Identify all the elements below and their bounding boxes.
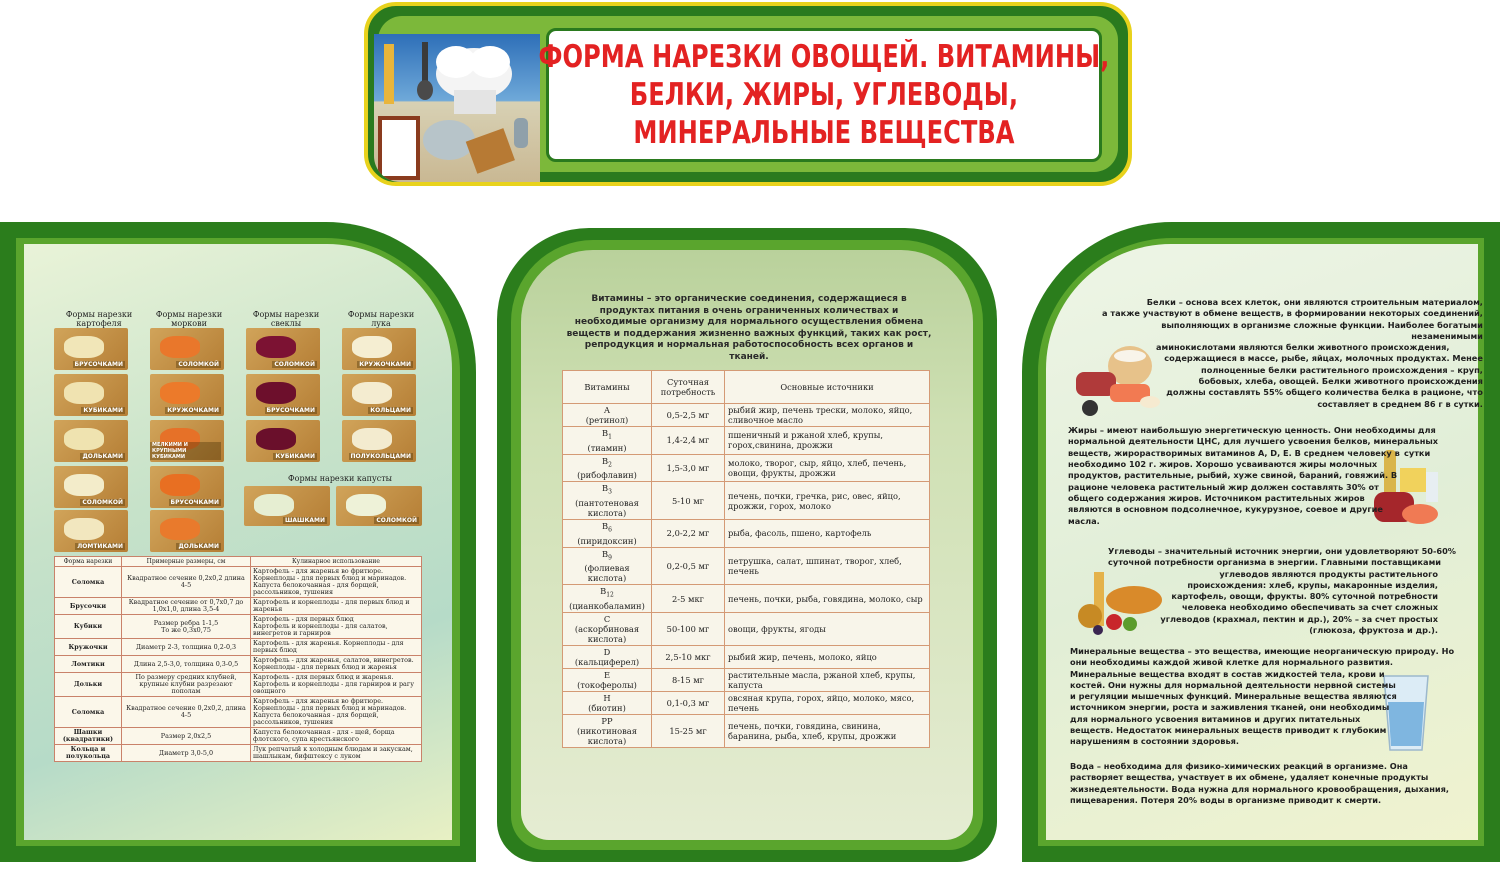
cutting-table-header: Кулинарное использование [251, 557, 422, 567]
photo-beet-sticks [246, 374, 320, 416]
column-head-onion: Формы нарезки лука [347, 310, 415, 328]
text-line: картофель, овощи, фрукты. 80% суточной потребности [1171, 591, 1438, 602]
photo-caption: БРУСОЧКАМИ [170, 499, 219, 506]
photo-carrot-wedges [150, 510, 224, 552]
photo-cabbage-shreds [336, 486, 422, 526]
cut-size: Квадратное сечение от 0,7х0,7 до 1,0х1,0, длина 3,5-4 [122, 598, 251, 615]
vitamin-chemical-name: (цианкобаламин) [569, 600, 645, 611]
vitamin-name [563, 645, 652, 668]
vitamin-daily-dose: 0,1-0,3 мг [652, 691, 725, 714]
photo-onion-half-rings [342, 420, 416, 462]
cut-use: Картофель и корнеплоды - для первых блюд и жаренья [251, 598, 422, 615]
cut-use: Картофель - для жаренья во фритюре. Корнеплоды - для первых блюд и маринадов. Капуста белокочанная - для борщей, рассольников, тушения [251, 567, 422, 598]
vitamin-name [563, 427, 652, 455]
cut-name: Шашки (квадратики) [55, 728, 122, 745]
photo-caption: КРУЖОЧКАМИ [359, 361, 411, 368]
text-line: человека необходимо обеспечивать за счет сложных [1182, 602, 1438, 613]
vitamin-name [563, 714, 652, 747]
vitamin-daily-dose: 1,4-2,4 мг [652, 427, 725, 455]
vitamin-chemical-name: (фолиевая кислота) [584, 563, 630, 584]
vitamin-chemical-name: (аскорбиновая кислота) [574, 623, 640, 644]
cut-size: По размеру средних клубней, крупные клубни разрезают пополам [122, 673, 251, 697]
cut-size: Диаметр 2-3, толщина 0,2-0,3 [122, 639, 251, 656]
vitamin-sources: печень, почки, гречка, рис, овес, яйцо, дрожжи, горох, молоко [725, 482, 930, 520]
text-line: Белки – основа всех клеток, они являются строительным материалом, [1146, 297, 1483, 307]
photo-caption: ДОЛЬКАМИ [82, 453, 123, 460]
vitamins-table [562, 370, 930, 748]
vitamin-letter: C [603, 613, 611, 624]
table-row [55, 697, 422, 728]
title-line-3: МИНЕРАЛЬНЫЕ ВЕЩЕСТВА [633, 115, 1015, 151]
vitamin-sources: петрушка, салат, шпинат, творог, хлеб, печень [725, 547, 930, 585]
column-head-potato: Формы нарезки картофеля [65, 310, 133, 328]
header-title-box [538, 28, 1110, 162]
vitamin-subscript: 12 [606, 591, 614, 599]
vitamin-chemical-name: (токоферолы) [577, 679, 637, 690]
table-row [55, 656, 422, 673]
text-line: жизнедеятельности. Вода нужна для нормального кровообращения, дыхания, [1070, 783, 1450, 794]
table-row [563, 612, 930, 645]
vitamins-table-header: Витамины [563, 371, 652, 404]
text-line: углеводов (крахмал, пектин и др.), 20% – за счет простых [1160, 613, 1438, 624]
vitamin-letter: PP [601, 715, 613, 726]
text-line: необходимо 102 г. жиров. Хорошо усваиваются жиры молочных [1068, 459, 1378, 470]
cut-use: Картофель - для первых блюд и жаренья. Картофель и корнеплоды - для гарниров и рагу овощного [251, 673, 422, 697]
cut-use: Лук репчатый к холодным блюдам и закускам, шашлыкам, бифштексу с луком [251, 745, 422, 762]
cut-name: Соломка [55, 697, 122, 728]
text-line: рационе человека растительный жир должен составлять 30% от [1068, 481, 1379, 492]
vitamin-sources: печень, почки, рыба, говядина, молоко, сыр [725, 585, 930, 613]
photo-caption: КОЛЬЦАМИ [370, 407, 411, 414]
chef-hat-icon [374, 34, 540, 182]
vitamin-subscript: 3 [608, 488, 612, 496]
vitamin-letter: H [603, 692, 611, 703]
vitamin-letter: B [602, 455, 609, 466]
vitamin-daily-dose: 0,2-0,5 мг [652, 547, 725, 585]
carbs-text [1108, 546, 1456, 636]
text-line: полноценные белки растительного происхождения – круп, [1201, 364, 1483, 375]
title-line-1: ФОРМА НАРЕЗКИ ОВОЩЕЙ. ВИТАМИНЫ, [538, 39, 1110, 75]
text-line: (глюкоза, фруктоза и др.). [1309, 625, 1438, 636]
text-line: а также участвуют в обмене веществ, в формировании некоторых соединений, [1102, 308, 1483, 319]
vitamins-table-header: Суточная потребность [652, 371, 725, 404]
column-head-carrot: Формы нарезки моркови [155, 310, 223, 328]
table-row [563, 714, 930, 747]
text-line: выполняющих в организме сложные функции. Наиболее богатыми [1161, 319, 1483, 330]
vitamin-name [563, 585, 652, 613]
water-text [1070, 761, 1449, 806]
text-line: Вода – необходима для физико-химических реакций в организме. Она [1070, 761, 1408, 771]
photo-onion-slices [342, 328, 416, 370]
vitamin-letter: B [602, 428, 609, 438]
text-line: растворяет вещества, участвует в их обмене, удаляет конечные продукты [1070, 772, 1429, 783]
photo-potato-sticks [54, 328, 128, 370]
vitamin-sources: печень, почки, говядина, свинина, баранина, рыба, хлеб, крупы, дрожжи [725, 714, 930, 747]
text-line: масла. [1068, 515, 1100, 526]
photo-potato-slices [54, 510, 128, 552]
vitamin-name [563, 519, 652, 547]
vitamin-sources: рыбий жир, печень, молоко, яйцо [725, 645, 930, 668]
vitamin-subscript: 2 [608, 461, 612, 469]
photo-caption: КУБИКАМИ [275, 453, 315, 460]
text-line: сутки [1404, 447, 1431, 458]
vitamin-daily-dose: 15-25 мг [652, 714, 725, 747]
photo-potato-julienne [54, 466, 128, 508]
photo-caption: ПОЛУКОЛЬЦАМИ [350, 453, 411, 460]
vitamin-chemical-name: (пиридоксин) [577, 535, 637, 546]
text-line: и регуляции мышечных функций. Минеральные вещества являются [1070, 691, 1397, 702]
photo-cabbage-squares [244, 486, 330, 526]
vitamin-name [563, 547, 652, 585]
table-row [563, 547, 930, 585]
text-line: для нормального усвоения витаминов и других питательных [1070, 713, 1361, 724]
cut-size: Квадратное сечение 0,2х0,2 длина 4-5 [122, 567, 251, 598]
vitamin-chemical-name: (пантотеновая кислота) [575, 497, 639, 518]
photo-caption: ДОЛЬКАМИ [178, 543, 219, 550]
table-row [55, 728, 422, 745]
cut-use: Картофель - для жаренья, салатов, винегретов. Корнеплоды - для первых блюд и жаренья [251, 656, 422, 673]
vitamin-subscript: 9 [608, 554, 612, 562]
text-line: они необходимы каждой живой клетке для нормального развития. [1070, 657, 1393, 668]
text-line: веществ. Недостаток минеральных веществ приводит к глубоким [1070, 725, 1387, 736]
vitamin-daily-dose: 2,5-10 мкг [652, 645, 725, 668]
vitamin-chemical-name: (рибофлавин) [577, 470, 637, 481]
text-line: общего содержания жиров. Источником растительных жиров [1068, 493, 1365, 504]
cut-size: Размер ребра 1-1,5 То же 0,3х0,75 [122, 615, 251, 639]
text-line: нормальной деятельности ЦНС, для лучшего усвоения белков, минеральных [1068, 436, 1439, 447]
vitamin-daily-dose: 2-5 мкг [652, 585, 725, 613]
table-row [563, 404, 930, 427]
cut-name: Кольца и полукольца [55, 745, 122, 762]
table-row [563, 668, 930, 691]
table-row [563, 482, 930, 520]
table-row [563, 645, 930, 668]
photo-caption: СОЛОМКОЙ [82, 499, 123, 506]
cut-use: Картофель - для жаренья во фритюре. Корнеплоды - для первых блюд и маринадов. Капуста белокочанная - для борщей, рассольников, тушения [251, 697, 422, 728]
vitamin-letter: B [602, 520, 609, 531]
vitamin-chemical-name: (тиамин) [587, 442, 627, 453]
table-row [563, 519, 930, 547]
table-row [563, 427, 930, 455]
table-row [55, 745, 422, 762]
vitamin-letter: E [603, 669, 611, 680]
photo-carrot-dice [150, 420, 224, 462]
cut-size: Диаметр 3,0-5,0 [122, 745, 251, 762]
photo-carrot-sticks [150, 466, 224, 508]
vitamin-sources: овощи, фрукты, ягоды [725, 612, 930, 645]
photo-carrot-julienne [150, 328, 224, 370]
photo-caption: БРУСОЧКАМИ [266, 407, 315, 414]
cutting-table-header: Примерные размеры, см [122, 557, 251, 567]
cut-size: Квадратное сечение 0,2х0,2, длина 4-5 [122, 697, 251, 728]
table-row [563, 454, 930, 482]
text-line: бобовых, хлеба, овощей. Белки животного происхождения [1198, 376, 1483, 387]
vitamin-daily-dose: 8-15 мг [652, 668, 725, 691]
column-head-beet: Формы нарезки свеклы [252, 310, 320, 328]
text-line: продуктов, растительные, рыбий, хуже свиной, бараний, говяжий. В [1068, 470, 1398, 481]
vitamin-daily-dose: 50-100 мг [652, 612, 725, 645]
vitamin-letter: A [604, 405, 610, 415]
vitamin-letter: B [602, 548, 609, 559]
proteins-text [1102, 297, 1483, 410]
vitamin-chemical-name: (кальциферел) [574, 656, 640, 667]
vitamin-sources: рыба, фасоль, пшено, картофель [725, 519, 930, 547]
vitamin-chemical-name: (никотиновая кислота) [577, 725, 637, 746]
cabbage-heading: Формы нарезки капусты [288, 474, 392, 483]
vitamin-daily-dose: 1,5-3,0 мг [652, 454, 725, 482]
vitamin-name [563, 482, 652, 520]
vitamin-daily-dose: 2,0-2,2 мг [652, 519, 725, 547]
cut-name: Кружочки [55, 639, 122, 656]
vitamin-sources: овсяная крупа, горох, яйцо, молоко, мясо, печень [725, 691, 930, 714]
table-row [55, 567, 422, 598]
vitamin-subscript: 1 [608, 433, 612, 441]
cut-name: Брусочки [55, 598, 122, 615]
text-line: незаменимыми [1411, 330, 1483, 341]
cut-name: Кубики [55, 615, 122, 639]
title-line-2: БЕЛКИ, ЖИРЫ, УГЛЕВОДЫ, [629, 77, 1019, 113]
photo-beet-julienne [246, 328, 320, 370]
cut-use: Картофель - для первых блюд Картофель и корнеплоды - для салатов, винегретов и гарниров [251, 615, 422, 639]
page-title [539, 38, 1110, 152]
cut-name: Дольки [55, 673, 122, 697]
photo-carrot-rounds [150, 374, 224, 416]
vitamin-name [563, 454, 652, 482]
photo-caption: СОЛОМКОЙ [178, 361, 219, 368]
vitamin-sources: молоко, творог, сыр, яйцо, хлеб, печень, овощи, фрукты, дрожжи [725, 454, 930, 482]
vitamins-table-header: Основные источники [725, 371, 930, 404]
photo-potato-cubes [54, 374, 128, 416]
vitamin-sources: пшеничный и ржаной хлеб, крупы, горох,свинина, дрожжи [725, 427, 930, 455]
vitamin-daily-dose: 5-10 мг [652, 482, 725, 520]
text-line: Минеральные вещества – это вещества, имеющие неорганическую природу. Но [1070, 646, 1455, 656]
vitamin-letter: D [603, 646, 611, 657]
cut-size: Длина 2,5-3,0, толщина 0,3-0,5 [122, 656, 251, 673]
photo-onion-rings [342, 374, 416, 416]
cut-name: Соломка [55, 567, 122, 598]
photo-caption: КУБИКАМИ [83, 407, 123, 414]
table-row [55, 639, 422, 656]
photo-caption: КРУЖОЧКАМИ [167, 407, 219, 414]
minerals-text [1070, 646, 1454, 748]
text-line: пищеварения. Потеря 20% воды в организме приводит к смерти. [1070, 794, 1382, 805]
photo-caption: СОЛОМКОЙ [376, 517, 417, 524]
text-line: костей. Они нужны для нормальной деятельности нервной системы [1070, 679, 1396, 690]
cut-use: Картофель - для жаренья. Корнеплоды - для первых блюд [251, 639, 422, 656]
table-row [55, 598, 422, 615]
vitamin-sources: рыбий жир, печень трески, молоко, яйцо, сливочное масло [725, 404, 930, 427]
vitamin-name [563, 691, 652, 714]
cut-use: Капуста белокочанная - для - щей, борща флотского, супа крестьянского [251, 728, 422, 745]
text-line: аминокислотами являются белки животного происхождения, [1156, 342, 1450, 353]
vitamin-name [563, 612, 652, 645]
text-line: суточной потребности организма в энергии. Главными поставщиками [1108, 557, 1441, 568]
table-row [563, 585, 930, 613]
photo-caption: СОЛОМКОЙ [274, 361, 315, 368]
fats-text [1068, 425, 1438, 527]
vitamin-letter: B [600, 586, 607, 597]
text-line: Углеводы – значительный источник энергии, они удовлетворяют 50-60% [1108, 546, 1456, 556]
photo-caption: ШАШКАМИ [284, 517, 325, 524]
vitamin-daily-dose: 0,5-2,5 мг [652, 404, 725, 427]
cutting-table [54, 556, 422, 762]
photo-potato-wedges [54, 420, 128, 462]
photo-beet-cubes [246, 420, 320, 462]
cutting-table-header: Форма нарезки [55, 557, 122, 567]
vitamin-sources: растительные масла, ржаной хлеб, крупы, капуста [725, 668, 930, 691]
text-line: нарушениям в состоянии здоровья. [1070, 736, 1239, 747]
text-line: Минеральные вещества входят в состав жидкостей тела, крови и [1070, 668, 1385, 679]
photo-caption: ЛОМТИКАМИ [77, 543, 123, 550]
vitamin-chemical-name: (ретинол) [585, 415, 629, 425]
cut-name: Ломтики [55, 656, 122, 673]
vitamin-name [563, 404, 652, 427]
table-row [55, 673, 422, 697]
cut-size: Размер 2,0х2,5 [122, 728, 251, 745]
table-row [563, 691, 930, 714]
text-line: являются в основном подсолнечное, кукурузное, соевое и другие [1068, 504, 1383, 515]
text-line: происхождения: хлеб, крупы, макаронные изделия, [1187, 579, 1438, 590]
text-line: содержащиеся в массе, рыбе, яйцах, молочных продуктах. Менее [1164, 353, 1483, 364]
vitamin-letter: B [602, 483, 609, 494]
vitamins-intro: Витамины – это органические соединения, содержащиеся в продуктах питания в очень ограниченных количествах и необходимые организму для нормального осуществления обмена веществ и поддержания жизненно важных функций, таких как рост, репродукция и нормальная работоспособность всех органов и тканей. [566, 294, 932, 362]
vitamin-subscript: 6 [608, 526, 612, 534]
photo-caption: МЕЛКИМИ И КРУПНЫМИ КУБИКАМИ [150, 442, 221, 460]
vitamin-name [563, 668, 652, 691]
text-line: углеводов являются продукты растительного [1219, 568, 1438, 579]
text-line: веществ, жирорастворимых витаминов А, D, E. В среднем человеку в [1068, 447, 1400, 458]
text-line: составляет в среднем 86 г в сутки. [1317, 398, 1483, 409]
table-row [55, 615, 422, 639]
photo-caption: БРУСОЧКАМИ [74, 361, 123, 368]
text-line: источником энергии, роста и заживления тканей, они необходимы [1070, 702, 1390, 713]
text-line: Жиры – имеют наибольшую энергетическую ценность. Они необходимы для [1068, 425, 1436, 435]
text-line: должны составлять 55% общего количества белка в рационе, что [1166, 387, 1483, 398]
vitamin-chemical-name: (биотин) [588, 702, 626, 713]
